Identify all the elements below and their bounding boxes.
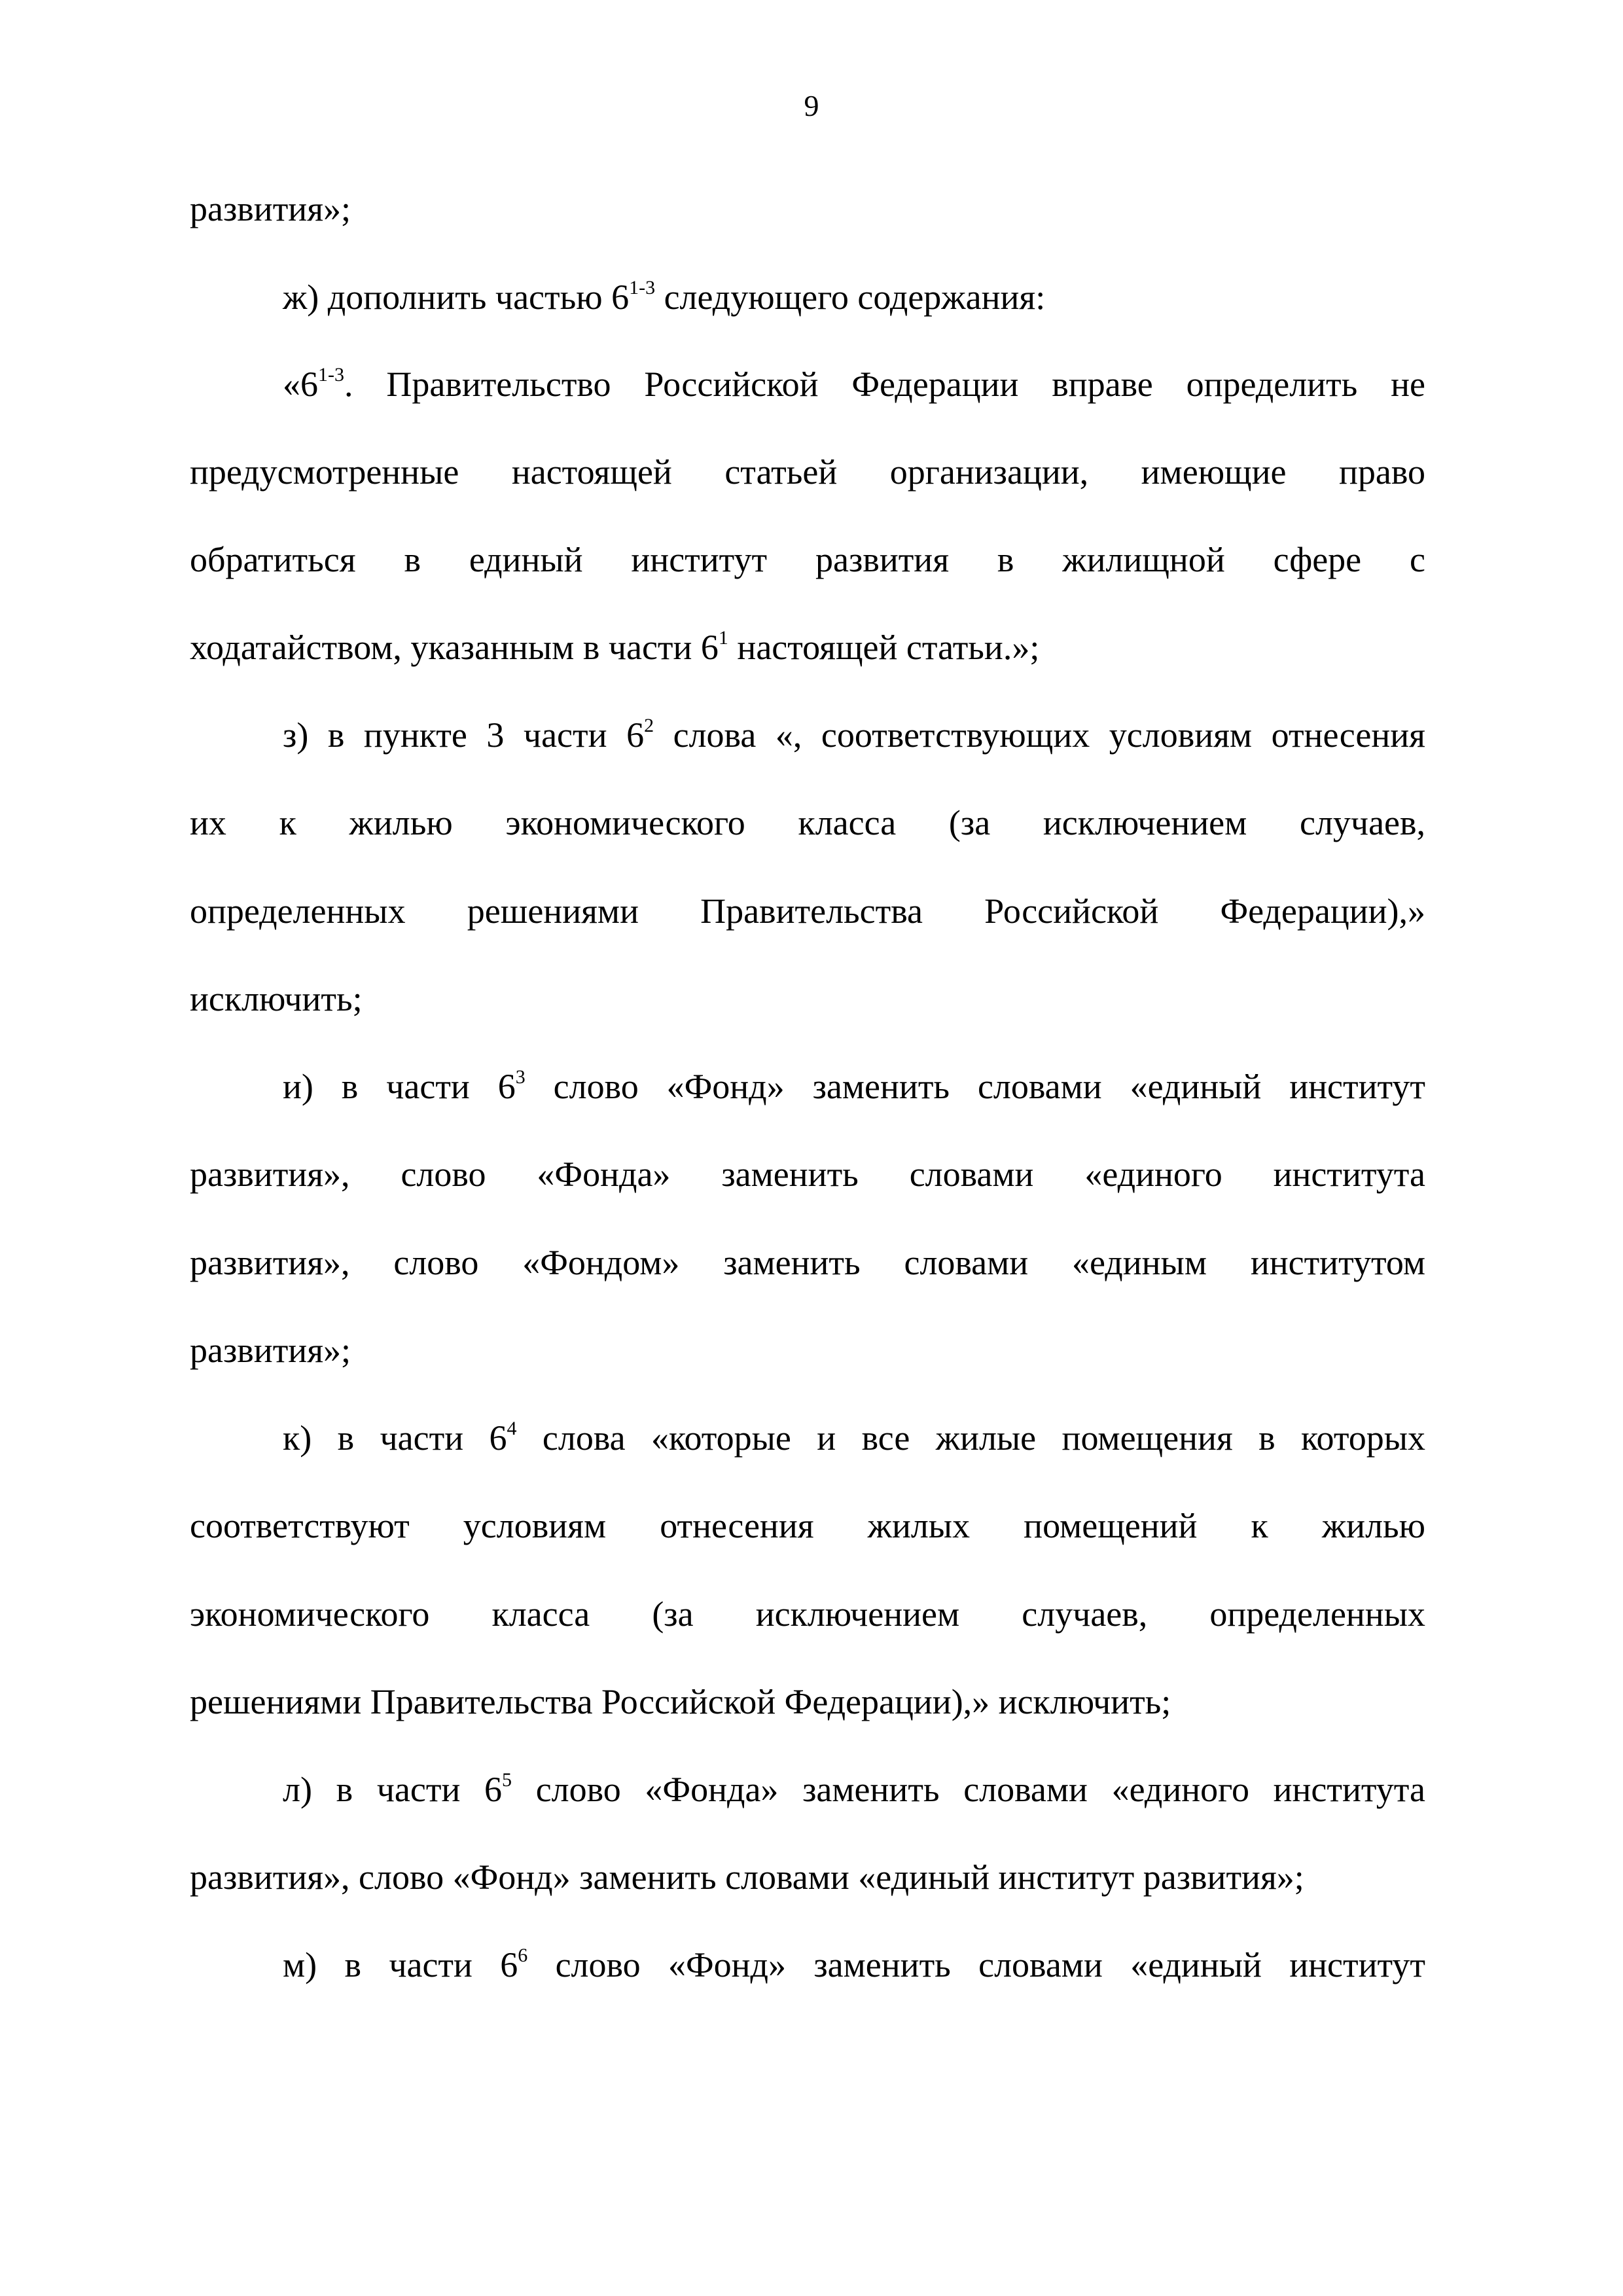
text-line: экономического класса (за исключением случаев, определенных <box>190 1594 1425 1634</box>
text-line <box>190 624 1425 670</box>
text-line <box>283 1767 1425 1812</box>
text-line: развития», слово «Фондом» заменить словами «единым институтом <box>190 1243 1425 1282</box>
text-line: исключить; <box>190 979 363 1018</box>
line-text: настоящей статьи.»; <box>728 628 1040 667</box>
superscript: 6 <box>518 1945 528 1966</box>
text-line: обратиться в единый институт развития в жилищной сфере с <box>190 540 1425 579</box>
text-line: развития»; <box>190 189 351 228</box>
text-line: развития», слово «Фонда» заменить словами «единого института <box>190 1155 1425 1194</box>
superscript: 3 <box>515 1066 526 1088</box>
line-text: м) в части 6 <box>283 1945 518 1984</box>
text-line: соответствуют условиям отнесения жилых помещений к жилью <box>190 1506 1425 1545</box>
text-line <box>283 274 1425 320</box>
text-line: определенных решениями Правительства Российской Федерации),» <box>190 891 1425 931</box>
line-text: ходатайством, указанным в части 6 <box>190 628 719 667</box>
superscript: 1-3 <box>318 364 344 386</box>
line-text: слово «Фонд» заменить словами «единый институт <box>525 1067 1425 1106</box>
text-line: предусмотренные настоящей статьей организации, имеющие право <box>190 452 1425 492</box>
line-text: . Правительство Российской Федерации вправе определить не <box>344 365 1425 404</box>
line-text: «6 <box>283 365 318 404</box>
text-line: их к жилью экономического класса (за исключением случаев, <box>190 803 1425 842</box>
line-text: и) в части 6 <box>283 1067 516 1106</box>
text-line: развития»; <box>190 1331 351 1370</box>
text-line <box>283 1942 1425 1988</box>
line-text: слово «Фонда» заменить словами «единого института <box>512 1770 1425 1809</box>
superscript: 1 <box>718 627 728 649</box>
superscript: 1-3 <box>629 277 656 298</box>
line-text: з) в пункте 3 части 6 <box>283 715 645 755</box>
text-line: развития», слово «Фонд» заменить словами «единый институт развития»; <box>190 1857 1304 1897</box>
line-text: л) в части 6 <box>283 1770 503 1809</box>
text-line <box>283 361 1425 407</box>
superscript: 2 <box>644 715 654 736</box>
text-line: решениями Правительства Российской Федерации),» исключить; <box>190 1682 1171 1721</box>
line-text: ж) дополнить частью 6 <box>283 278 630 317</box>
superscript: 5 <box>502 1769 512 1791</box>
line-text: слова «которые и все жилые помещения в которых <box>516 1418 1425 1458</box>
text-line <box>283 1415 1425 1461</box>
page-number: 9 <box>804 89 819 122</box>
line-text: слово «Фонд» заменить словами «единый институт <box>527 1945 1425 1984</box>
superscript: 4 <box>507 1418 517 1439</box>
text-line <box>283 712 1425 758</box>
line-text: слова «, соответствующих условиям отнесения <box>654 715 1425 755</box>
line-text: к) в части 6 <box>283 1418 507 1458</box>
text-line <box>283 1064 1425 1109</box>
line-text: следующего содержания: <box>655 278 1046 317</box>
